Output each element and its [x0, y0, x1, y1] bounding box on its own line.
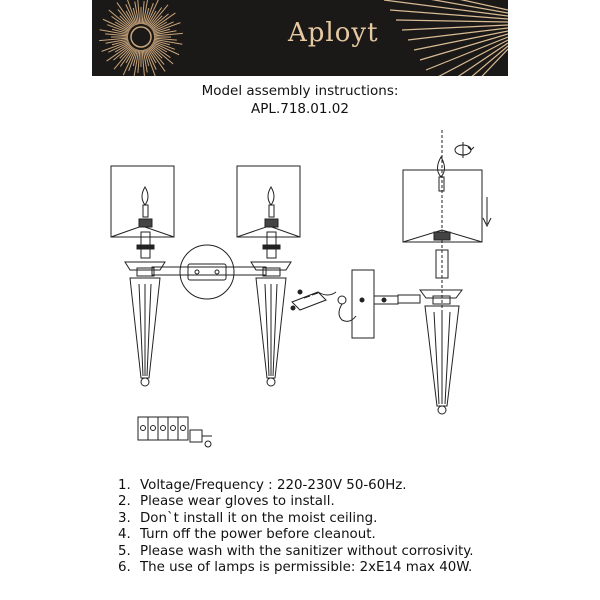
down-arrow-icon: [483, 197, 491, 226]
bracket-exploded: [291, 270, 398, 338]
instruction-item: 2. Please wear gloves to install.: [118, 494, 335, 510]
instruction-item: 4. Turn off the power before cleanout.: [118, 527, 376, 543]
mounting-bar-detail: [152, 245, 266, 299]
model-number: APL.718.01.02: [251, 101, 349, 117]
instruction-item: 3. Don`t install it on the moist ceiling.: [118, 510, 378, 526]
left-lamp-drawing: [111, 166, 174, 386]
right-lamp-drawing: [398, 130, 482, 414]
middle-lamp-drawing: [237, 166, 300, 386]
terminal-block: [138, 417, 212, 447]
instruction-item: 1. Voltage/Frequency : 220-230V 50-60Hz.: [118, 478, 407, 493]
instruction-item: 5. Please wash with the sanitizer without corrosivity.: [118, 543, 474, 559]
brand-name: Aployt: [288, 18, 379, 48]
brand-banner: [92, 0, 508, 76]
rotate-icon: [455, 142, 474, 158]
assembly-diagram: [0, 120, 600, 460]
instructions-list: [118, 478, 578, 576]
instructions-title: Model assembly instructions:: [201, 83, 399, 99]
instruction-item: 6. The use of lamps is permissible: 2xE14 max 40W.: [118, 560, 473, 576]
